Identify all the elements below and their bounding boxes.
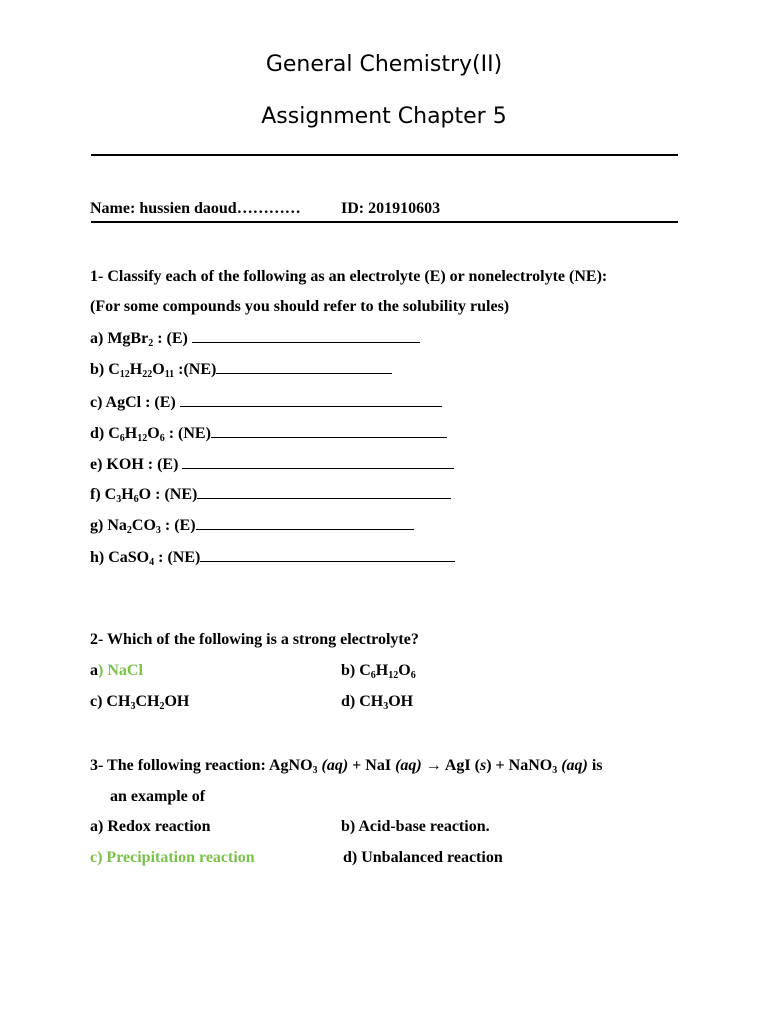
document-title: General Chemistry(II): [265, 52, 503, 77]
q1-item-h: h) CaSO$_4$ : (NE): [90, 548, 455, 567]
answer-blank: [216, 360, 392, 374]
q1-item-e: e) KOH : (E): [90, 455, 454, 474]
answer-blank: [182, 455, 454, 469]
q1-item-d: d) $C_6H_{12}O_6$ : (NE): [90, 424, 447, 443]
q1-item-c: c) AgCl : (E): [90, 393, 442, 412]
answer-blank: [197, 485, 451, 499]
q3-option-a: a) Redox reaction: [90, 818, 211, 835]
q1-item-g: g) $Na_2CO_3$ : (E): [90, 516, 414, 535]
document-subtitle: Assignment Chapter 5: [261, 104, 507, 129]
q3-option-b: b) Acid-base reaction.: [341, 818, 490, 835]
name-divider: [91, 221, 678, 223]
q3-option-c: c) Precipitation reaction: [90, 849, 255, 866]
q1-question: 1- Classify each of the following as an electrolyte (E) or nonelectrolyte (NE):: [90, 268, 608, 285]
answer-blank: [196, 516, 414, 530]
answer-blank: [192, 329, 420, 343]
q2-question: 2- Which of the following is a strong electrolyte?: [90, 631, 419, 648]
q2-option-c: c) $CH_3CH_2OH$: [90, 693, 190, 712]
q3-question: 3- The following reaction: AgNO$_3$ (aq) + NaI (aq) → AgI (s) + NaNO$_3$ (aq) is: [90, 757, 603, 776]
q1-note: (For some compounds you should refer to the solubility rules): [90, 298, 510, 315]
q1-item-b: b) $C_{12}H_{22}O_{11}$ :(NE): [90, 360, 392, 379]
q2-option-a: a) NaCl: [90, 662, 143, 679]
answer-blank: [211, 424, 447, 438]
student-name: Name: hussien daoud…………: [90, 200, 301, 217]
answer-blank: [180, 393, 442, 407]
q3-question-cont: an example of: [110, 788, 206, 805]
header-divider: [91, 154, 678, 156]
answer-blank: [200, 548, 455, 562]
student-id: ID: 201910603: [341, 200, 441, 217]
q3-option-d: d) Unbalanced reaction: [343, 849, 503, 866]
q1-item-f: f) $C_3H_6O$ : (NE): [90, 485, 451, 504]
q2-option-b: b) $C_6H_{12}O_6$: [341, 662, 416, 681]
q1-item-a: a) MgBr$_2$ : (E): [90, 329, 420, 348]
q2-option-d: d) $CH_3OH$: [341, 693, 414, 712]
